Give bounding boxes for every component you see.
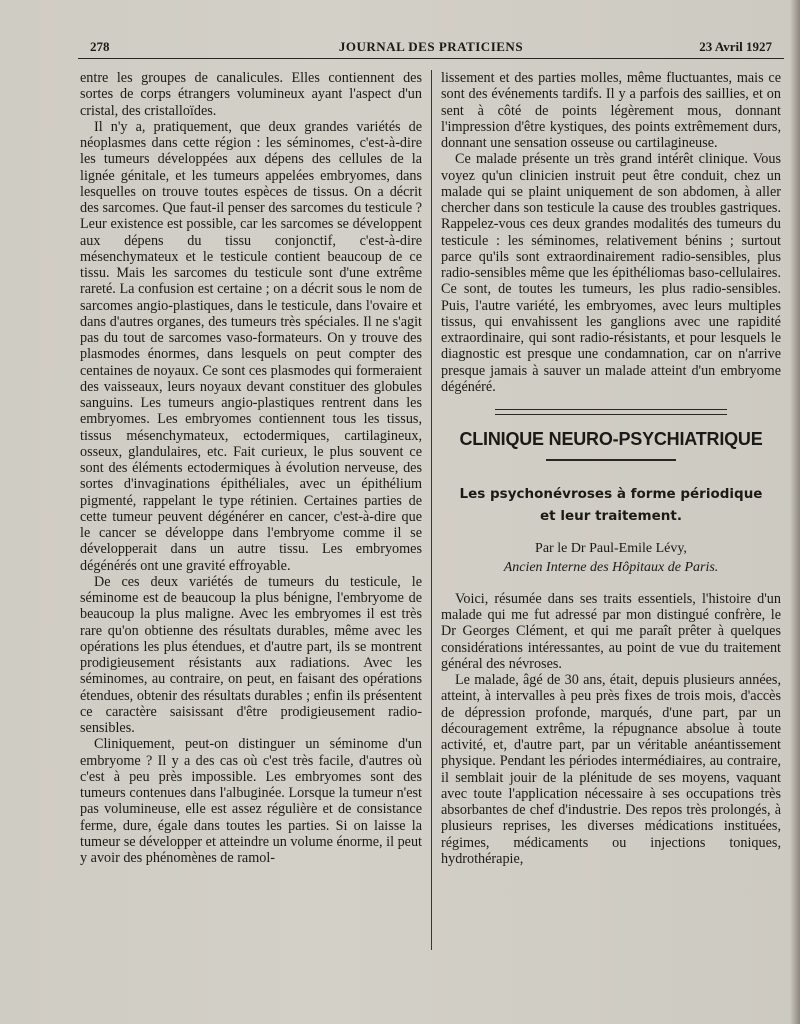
journal-title: JOURNAL DES PRATICIENS (338, 39, 524, 54)
left-paragraph: Il n'y a, pratiquement, que deux grandes variétés de néoplasmes dans cette région : les séminomes, c'est-à-dire les tumeurs développées aux dépens des cellules de la lignée génitale, et les tumeurs appelées embryomes, dans lesquelles on trouve toutes espèces de tissus. On a décrit des sarcomes. Que faut-il penser des sarcomes du testicule ? Leur existence est possible, car les sarcomes se développent aux dépens du tissu conjonctif, c'est-à-dire mésenchymateux et le testicule contient beaucoup de ce tissu. Mais les sarcomes du testicule sont d'une extrême rareté. La confusion est certaine ; on a décrit sous le nom de sarcomes angio-plastiques, dans le testicule, dans l'ovaire et dans d'autres organes, des tumeurs très spéciales. Il ne s'agit pas du tout de sarcomes vaso-formateurs. On y trouve des plasmodes énormes, dans lesquels on peut compter des centaines de noyaux. Ce sont ces plasmodes qui formeraient des vaisseaux, leurs noyaux devant constituer des globules sanguins. Les tumeurs angio-plastiques rentrent dans les embryomes. Les embryomes contiennent tous les tissus, tissus mésenchymateux, ectodermiques, cartilagineux, osseux, glandulaires, etc. Fait curieux, le plus souvent ce sont des éléments ectodermiques à évolution nerveuse, des sortes d'invaginations épithéliales, avec un épithélium pigmenté, rappelant le type rétinien. Certaines parties de cette tumeur peuvent dégénérer en cancer, c'est-à-dire que le cancer se développe dans l'embryome comme il se développerait dans un autre tissu. Les embryomes dégénérés ont une gravité effroyable. (80, 118, 422, 574)
right-paragraph: Ce malade présente un très grand intérêt clinique. Vous voyez qu'un clinicien instruit peut être conduit, chez un malade qui se plaint uniquement de son abdomen, à aller chercher dans son testicule la cause des troubles gastriques. Rappelez-vous ces deux grandes modalités des tumeurs du testicule : les séminomes, relativement bénins ; surtout parce qu'ils sont extraordinairement radio-sensibles, plus radio-sensibles même que les épithéliomas baso-cellulaires. Ce sont, de toutes les tumeurs, les plus radio-sensibles. Puis, l'autre variété, les embryomes, avec leurs multiples tissus, qui envahissent les ganglions avec une rapidité extraordinaire, qui sont radio-résistants, et pour lesquels le diagnostic est presque une condamnation, car on n'arrive presque jamais à sauver un malade atteint d'un embryome dégénéré. (441, 151, 781, 395)
section-separator (495, 409, 727, 415)
right-paragraph: lissement et des parties molles, même fluctuantes, mais ce sont des événements tardifs. Il y a parfois des saillies, et on sent à côté de points légèrement mous, donnant l'impression d'être kystiques, des points extrêmement durs, donnant une sensation osseuse ou cartilagineuse. (441, 70, 781, 151)
article-title (441, 483, 781, 527)
article-paragraph: Le malade, âgé de 30 ans, était, depuis plusieurs années, atteint, à intervalles à peu près fixes de trois mois, d'accès de dépression profonde, marqués, d'une part, par un découragement extrême, la répugnance absolue à toute activité, et, d'autre part, par un véritable anéantissement physique. Pendant les périodes intermédiaires, au contraire, il semblait jouir de la plénitude de ses moyens, vaquant avec toute l'application nécessaire à ses occupations très absorbantes de chef d'industrie. Des repos très prolongés, à plusieurs reprises, les diverses médications instituées, régimes, médicaments ou injections toniques, hydrothérapie, (441, 672, 781, 867)
column-divider (431, 70, 432, 950)
issue-date: 23 Avril 1927 (699, 39, 772, 54)
author-affiliation: Ancien Interne des Hôpitaux de Paris. (503, 559, 719, 575)
section-title: CLINIQUE NEURO-PSYCHIATRIQUE (459, 429, 763, 449)
author: Par le Dr Paul-Emile Lévy, (535, 540, 687, 556)
article-title-line: et leur traitement. (540, 507, 682, 524)
article-paragraph: Voici, résumée dans ses traits essentiels, l'histoire d'un malade qui me fut adressé par mon distingué confrère, le Dr Georges Clément, et qui me paraît prêter à quelques considérations intéressantes, au point de vue du traitement général des névroses. (441, 590, 781, 672)
left-paragraph: entre les groupes de canalicules. Elles contiennent des sortes de corps étrangers volumineux ayant l'aspect d'un cristal, des cristalloïdes. (80, 70, 422, 119)
running-head (78, 36, 784, 59)
left-paragraph: De ces deux variétés de tumeurs du testicule, le séminome est de beaucoup la plus bénigne, l'embryome de beaucoup la plus maligne. Avec les embryomes il est très rare qu'on obtienne des résultats durables, même avec les opérations les plus étendues, et d'autre part, ils se montrent prodigieusement résistants aux radiations. Avec les séminomes, au contraire, on peut, en faisant des opérations étendues, obtenir des résultats durables ; enfin ils présentent ce caractère saisissant d'être prodigieusement radio-sensibles. (80, 573, 422, 736)
byline (441, 539, 781, 577)
page-edge-shadow (790, 0, 800, 1024)
article-title-line: Les psychonévroses à forme périodique (459, 485, 763, 502)
left-paragraph: Cliniquement, peut-on distinguer un séminome d'un embryome ? Il y a des cas où c'est très facile, d'autres où c'est à peu près impossible. Les embryomes sont des tumeurs contenues dans l'albuginée. Lorsque la tumeur n'est pas volumineuse, elle est assez régulière et de consistance ferme, dure, égale dans toutes les parties. Si on laisse la tumeur se développer et atteindre un volume énorme, il peut y avoir des phénomènes de ramol- (80, 736, 422, 866)
page-number: 278 (90, 39, 110, 54)
left-column (80, 70, 422, 866)
right-column (441, 70, 781, 867)
article-body (441, 591, 781, 867)
title-underline (546, 459, 676, 461)
